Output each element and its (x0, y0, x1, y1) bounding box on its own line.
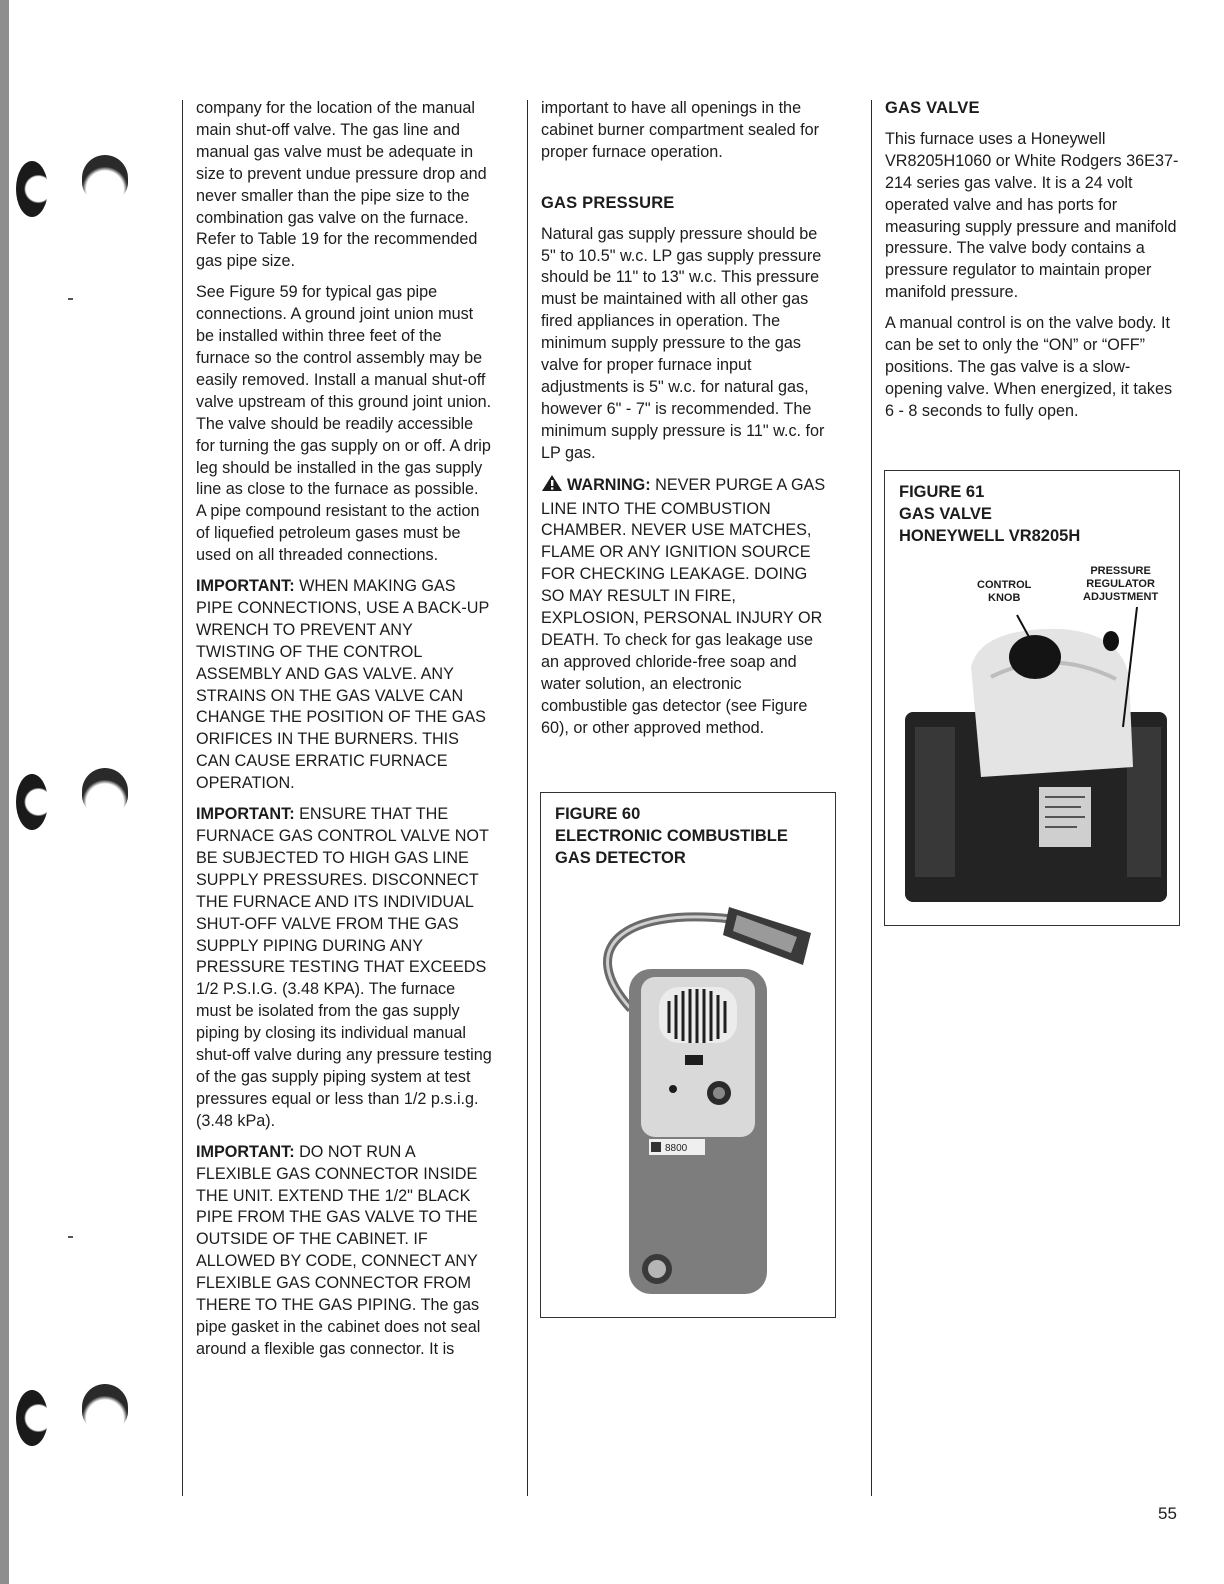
section-heading-gas-valve: GAS VALVE (885, 99, 980, 117)
column-rule (527, 100, 528, 1496)
figure-title: GAS DETECTOR (555, 849, 686, 867)
important-note (196, 1142, 492, 1361)
device-model-label: 8800 (665, 1143, 688, 1154)
warning-label: WARNING: (567, 475, 651, 494)
binder-edge (0, 0, 9, 1584)
gas-valve-photo (901, 607, 1171, 907)
important-label: IMPORTANT: (196, 805, 295, 824)
important-note (196, 804, 492, 1133)
warning-text: NEVER PURGE A GAS LINE INTO THE COMBUSTION CHAMBER. NEVER USE MATCHES, FLAME OR ANY IGNITION SOURCE FOR CHECKING LEAKAGE. DOING SO MAY RESULT IN FIRE, EXPLOSION, PERSONAL INJURY OR DEATH. To check for gas leakage use an approved chloride-free soap and water solution, an electronic combustible gas detector (see Figure 60), or other approved method. (541, 475, 826, 737)
paragraph: company for the location of the manual main shut-off valve. The gas line and manual gas valve must be adequate in size to prevent undue pressure drop and never smaller than the pipe size to the combination gas valve on the furnace. Refer to Table 19 for the recommended gas pipe size. (196, 99, 487, 271)
warning-note (541, 474, 831, 740)
binder-hole (16, 768, 128, 830)
paragraph: See Figure 59 for typical gas pipe connections. A ground joint union must be installed within three feet of the furnace so the control assembly may be easily removed. Install a manual shut-off valve upstream of this ground joint union. The valve should be readily accessible for turning the gas supply on or off. A drip leg should be installed in the gas supply line as close to the furnace as possible. A pipe compound resistant to the action of liquefied petroleum gases must be used on all threaded connections. (196, 283, 492, 565)
warning-triangle-icon (541, 474, 563, 499)
figure-title: ELECTRONIC COMBUSTIBLE (555, 827, 788, 845)
column-2 (541, 98, 831, 748)
paragraph: A manual control is on the valve body. It can be set to only the “ON” or “OFF” positions. The gas valve is a slow-opening valve. When energized, it takes 6 - 8 seconds to fully open. (885, 314, 1173, 420)
figure-title: GAS VALVE (899, 505, 992, 523)
section-heading-gas-pressure: GAS PRESSURE (541, 193, 675, 212)
column-rule (182, 100, 183, 1496)
column-1 (196, 98, 492, 1370)
scan-speck (68, 1236, 73, 1238)
important-note (196, 576, 492, 795)
important-text: WHEN MAKING GAS PIPE CONNECTIONS, USE A BACK-UP WRENCH TO PREVENT ANY TWISTING OF THE CONTROL ASSEMBLY AND GAS VALVE. ANY STRAINS ON THE GAS VALVE CAN CHANGE THE POSITION OF THE GAS ORIFICES IN THE BURNERS. THIS CAN CAUSE ERRATIC FURNACE OPERATION. (196, 577, 489, 793)
binder-hole (16, 155, 128, 217)
figure-60 (540, 792, 836, 1318)
important-label: IMPORTANT: (196, 577, 295, 596)
page-number: 55 (1158, 1504, 1177, 1523)
important-text: DO NOT RUN A FLEXIBLE GAS CONNECTOR INSIDE THE UNIT. EXTEND THE 1/2" BLACK PIPE FROM THE GAS VALVE TO THE OUTSIDE OF THE CABINET. IF ALLOWED BY CODE, CONNECT ANY FLEXIBLE GAS CONNECTOR FROM THERE TO THE GAS PIPING. The gas pipe gasket in the cabinet does not seal around a flexible gas connector. It is (196, 1142, 481, 1358)
gas-detector-photo (561, 889, 821, 1309)
figure-number: FIGURE 60 (555, 805, 641, 823)
paragraph: This furnace uses a Honeywell VR8205H1060 or White Rodgers 36E37-214 series gas valve. It is a 24 volt operated valve and has ports for measuring supply pressure and manifold pressure. The valve body contains a pressure regulator to maintain proper manifold pressure. (885, 129, 1179, 302)
callout-pressure-regulator: PRESSURE REGULATOR ADJUSTMENT (1083, 565, 1159, 603)
figure-caption (555, 803, 788, 869)
figure-number: FIGURE 61 (899, 483, 985, 501)
callout-control-knob: CONTROL KNOB (977, 579, 1032, 604)
figure-caption (899, 481, 1080, 547)
important-label: IMPORTANT: (196, 1142, 295, 1161)
important-text: ENSURE THAT THE FURNACE GAS CONTROL VALVE NOT BE SUBJECTED TO HIGH GAS LINE SUPPLY PRESSURES. DISCONNECT THE FURNACE AND ITS INDIVIDUAL SHUT-OFF VALVE FROM THE GAS SUPPLY PIPING DURING ANY PRESSURE TESTING THAT EXCEEDS 1/2 P.S.I.G. (3.48 KPA). The furnace must be isolated from the gas supply piping by closing its individual manual shut-off valve during any pressure testing of the gas supply piping system at test pressures equal or less than 1/2 p.s.i.g. (3.48 kPa). (196, 805, 492, 1130)
figure-title: HONEYWELL VR8205H (899, 527, 1081, 545)
column-rule (871, 100, 872, 1496)
column-3 (885, 98, 1181, 432)
figure-61 (884, 470, 1180, 926)
paragraph: important to have all openings in the cabinet burner compartment sealed for proper furnace operation. (541, 99, 820, 161)
scan-speck (68, 298, 73, 300)
binder-hole (16, 1384, 128, 1446)
paragraph: Natural gas supply pressure should be 5" to 10.5" w.c. LP gas supply pressure should be 11" to 13" w.c. This pressure must be maintained with all other gas fired appliances in operation. The minimum supply pressure to the gas valve for proper furnace input adjustments is 5" w.c. for natural gas, however 6" - 7" is recommended. The minimum supply pressure is 11" w.c. for LP gas. (541, 224, 825, 462)
